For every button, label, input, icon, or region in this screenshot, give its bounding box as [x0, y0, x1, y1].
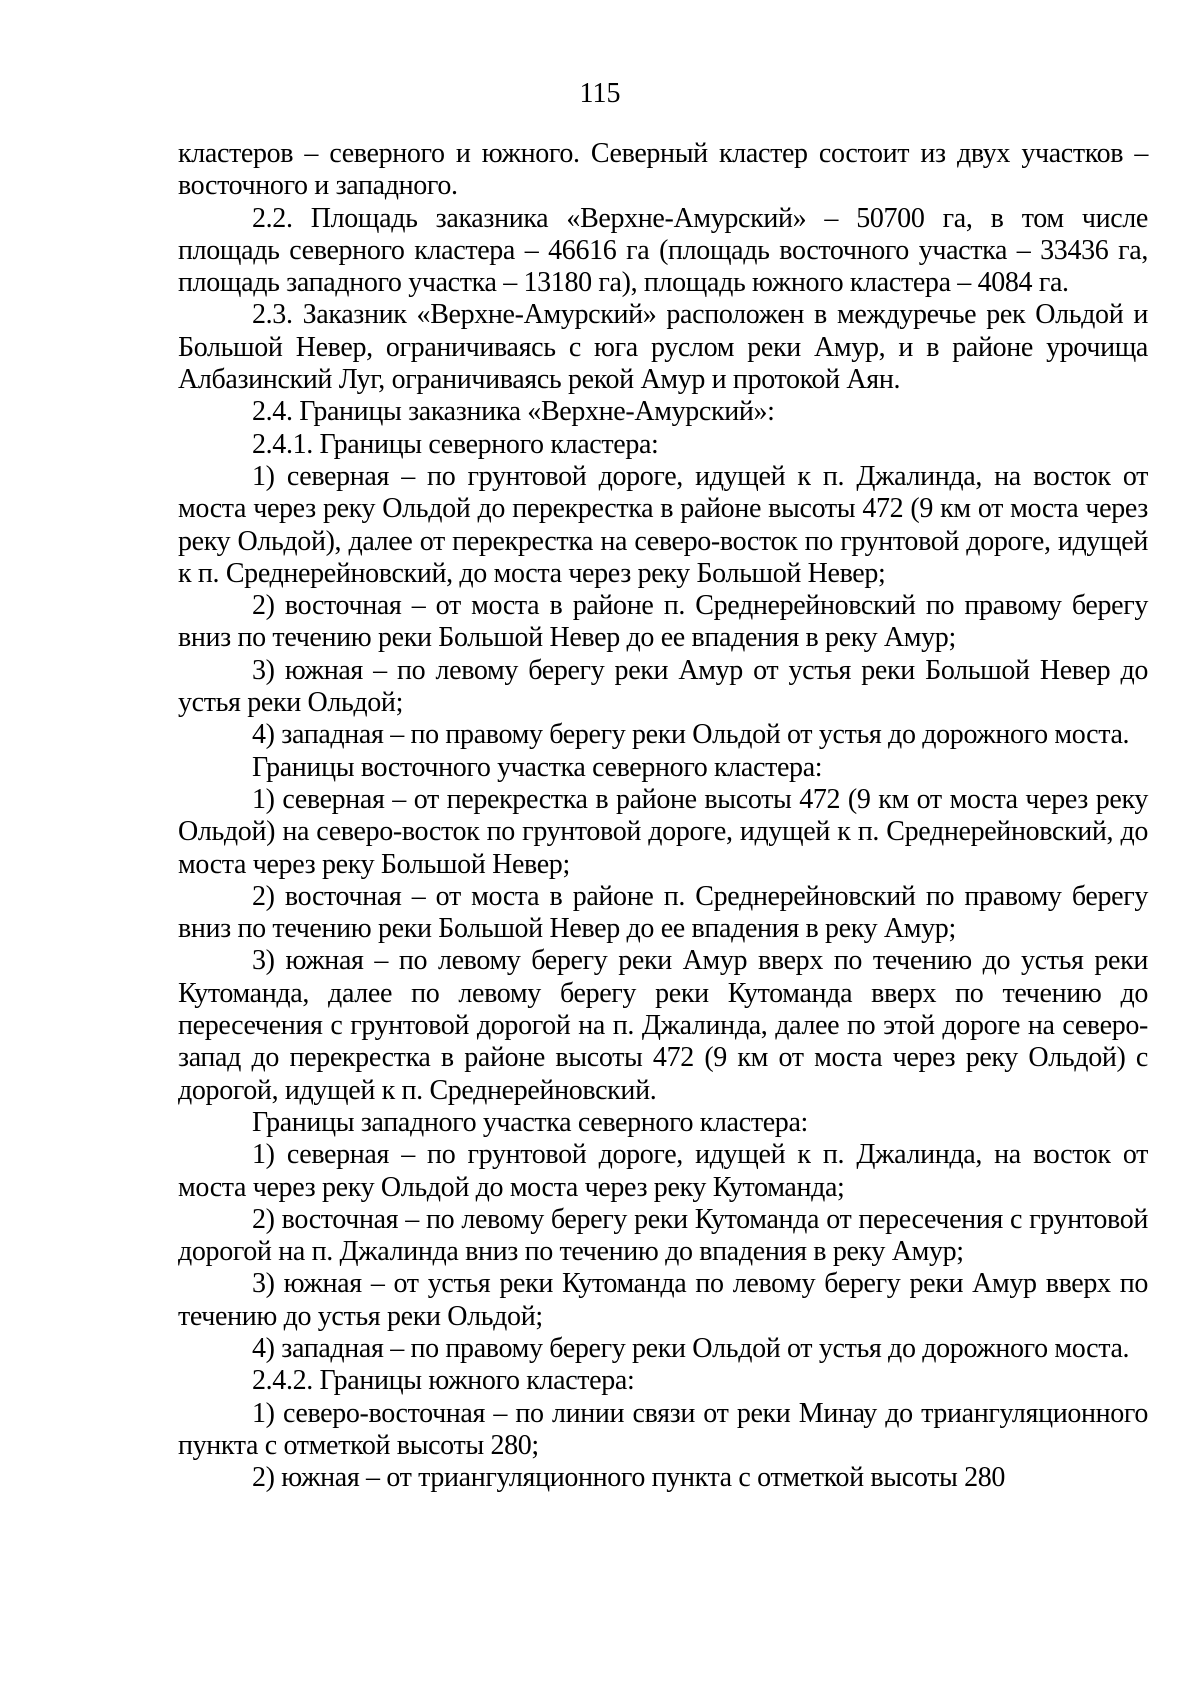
- paragraph-0: кластеров – северного и южного. Северный кластер состоит из двух участков – восточного и западного.: [178, 138, 1148, 202]
- paragraph-6: 2) восточная – от моста в районе п. Среднерейновский по правому берегу вниз по течению реки Большой Невер до ее впадения в реку Амур;: [178, 590, 1148, 654]
- paragraph-2: 2.3. Заказник «Верхне-Амурский» расположен в междуречье рек Ольдой и Большой Невер, ограничиваясь с юга руслом реки Амур, и в районе урочища Албазинский Луг, ограничиваясь рекой Амур и протокой Аян.: [178, 299, 1148, 396]
- paragraph-16: 3) южная – от устья реки Кутоманда по левому берегу реки Амур вверх по течению до устья реки Ольдой;: [178, 1268, 1148, 1332]
- paragraph-8: 4) западная – по правому берегу реки Ольдой от устья до дорожного моста.: [252, 719, 1130, 751]
- document-body: [178, 138, 1148, 1494]
- paragraph-14: 1) северная – по грунтовой дороге, идущей к п. Джалинда, на восток от моста через реку Ольдой до моста через реку Кутоманда;: [178, 1139, 1148, 1203]
- paragraph-1: 2.2. Площадь заказника «Верхне-Амурский» – 50700 га, в том числе площадь северного кластера – 46616 га (площадь восточного участка – 33436 га, площадь западного участка – 13180 га), площадь южного кластера – 4084 га.: [178, 202, 1148, 299]
- paragraph-13: Границы западного участка северного кластера:: [252, 1106, 808, 1138]
- paragraph-11: 2) восточная – от моста в районе п. Среднерейновский по правому берегу вниз по течению реки Большой Невер до ее впадения в реку Амур;: [178, 880, 1148, 945]
- page-number: 115: [579, 78, 621, 109]
- paragraph-19: 1) северо-восточная – по линии связи от реки Минау до триангуляционного пункта с отметкой высоты 280;: [178, 1397, 1148, 1461]
- paragraph-3: 2.4. Границы заказника «Верхне-Амурский»:: [252, 396, 775, 428]
- paragraph-17: 4) западная – по правому берегу реки Ольдой от устья до дорожного моста.: [252, 1332, 1130, 1364]
- paragraph-4: 2.4.1. Границы северного кластера:: [252, 428, 659, 460]
- paragraph-5: 1) северная – по грунтовой дороге, идущей к п. Джалинда, на восток от моста через реку Ольдой до перекрестка в районе высоты 472 (9 км от моста через реку Ольдой), далее от перекрестка на северо-восток по грунтовой дороге, идущей к п. Среднерейновский, до моста через реку Большой Невер;: [178, 460, 1148, 589]
- paragraph-9: Границы восточного участка северного кластера:: [252, 751, 823, 783]
- paragraph-12: 3) южная – по левому берегу реки Амур вверх по течению до устья реки Кутоманда, далее по левому берегу реки Кутоманда вверх по течению до пересечения с грунтовой дорогой на п. Джалинда, далее по этой дороге на северо-запад до перекрестка в районе высоты 472 (9 км от моста через реку Ольдой) с дорогой, идущей к п. Среднерейновский.: [178, 945, 1148, 1106]
- paragraph-18: 2.4.2. Границы южного кластера:: [252, 1365, 635, 1397]
- paragraph-15: 2) восточная – по левому берегу реки Кутоманда от пересечения с грунтовой дорогой на п. Джалинда вниз по течению до впадения в реку Амур;: [178, 1203, 1148, 1268]
- paragraph-10: 1) северная – от перекрестка в районе высоты 472 (9 км от моста через реку Ольдой) на северо-восток по грунтовой дороге, идущей к п. Среднерейновский, до моста через реку Большой Невер;: [178, 783, 1148, 880]
- paragraph-20: 2) южная – от триангуляционного пункта с отметкой высоты 280: [252, 1462, 1006, 1494]
- paragraph-7: 3) южная – по левому берегу реки Амур от устья реки Большой Невер до устья реки Ольдой;: [178, 654, 1148, 719]
